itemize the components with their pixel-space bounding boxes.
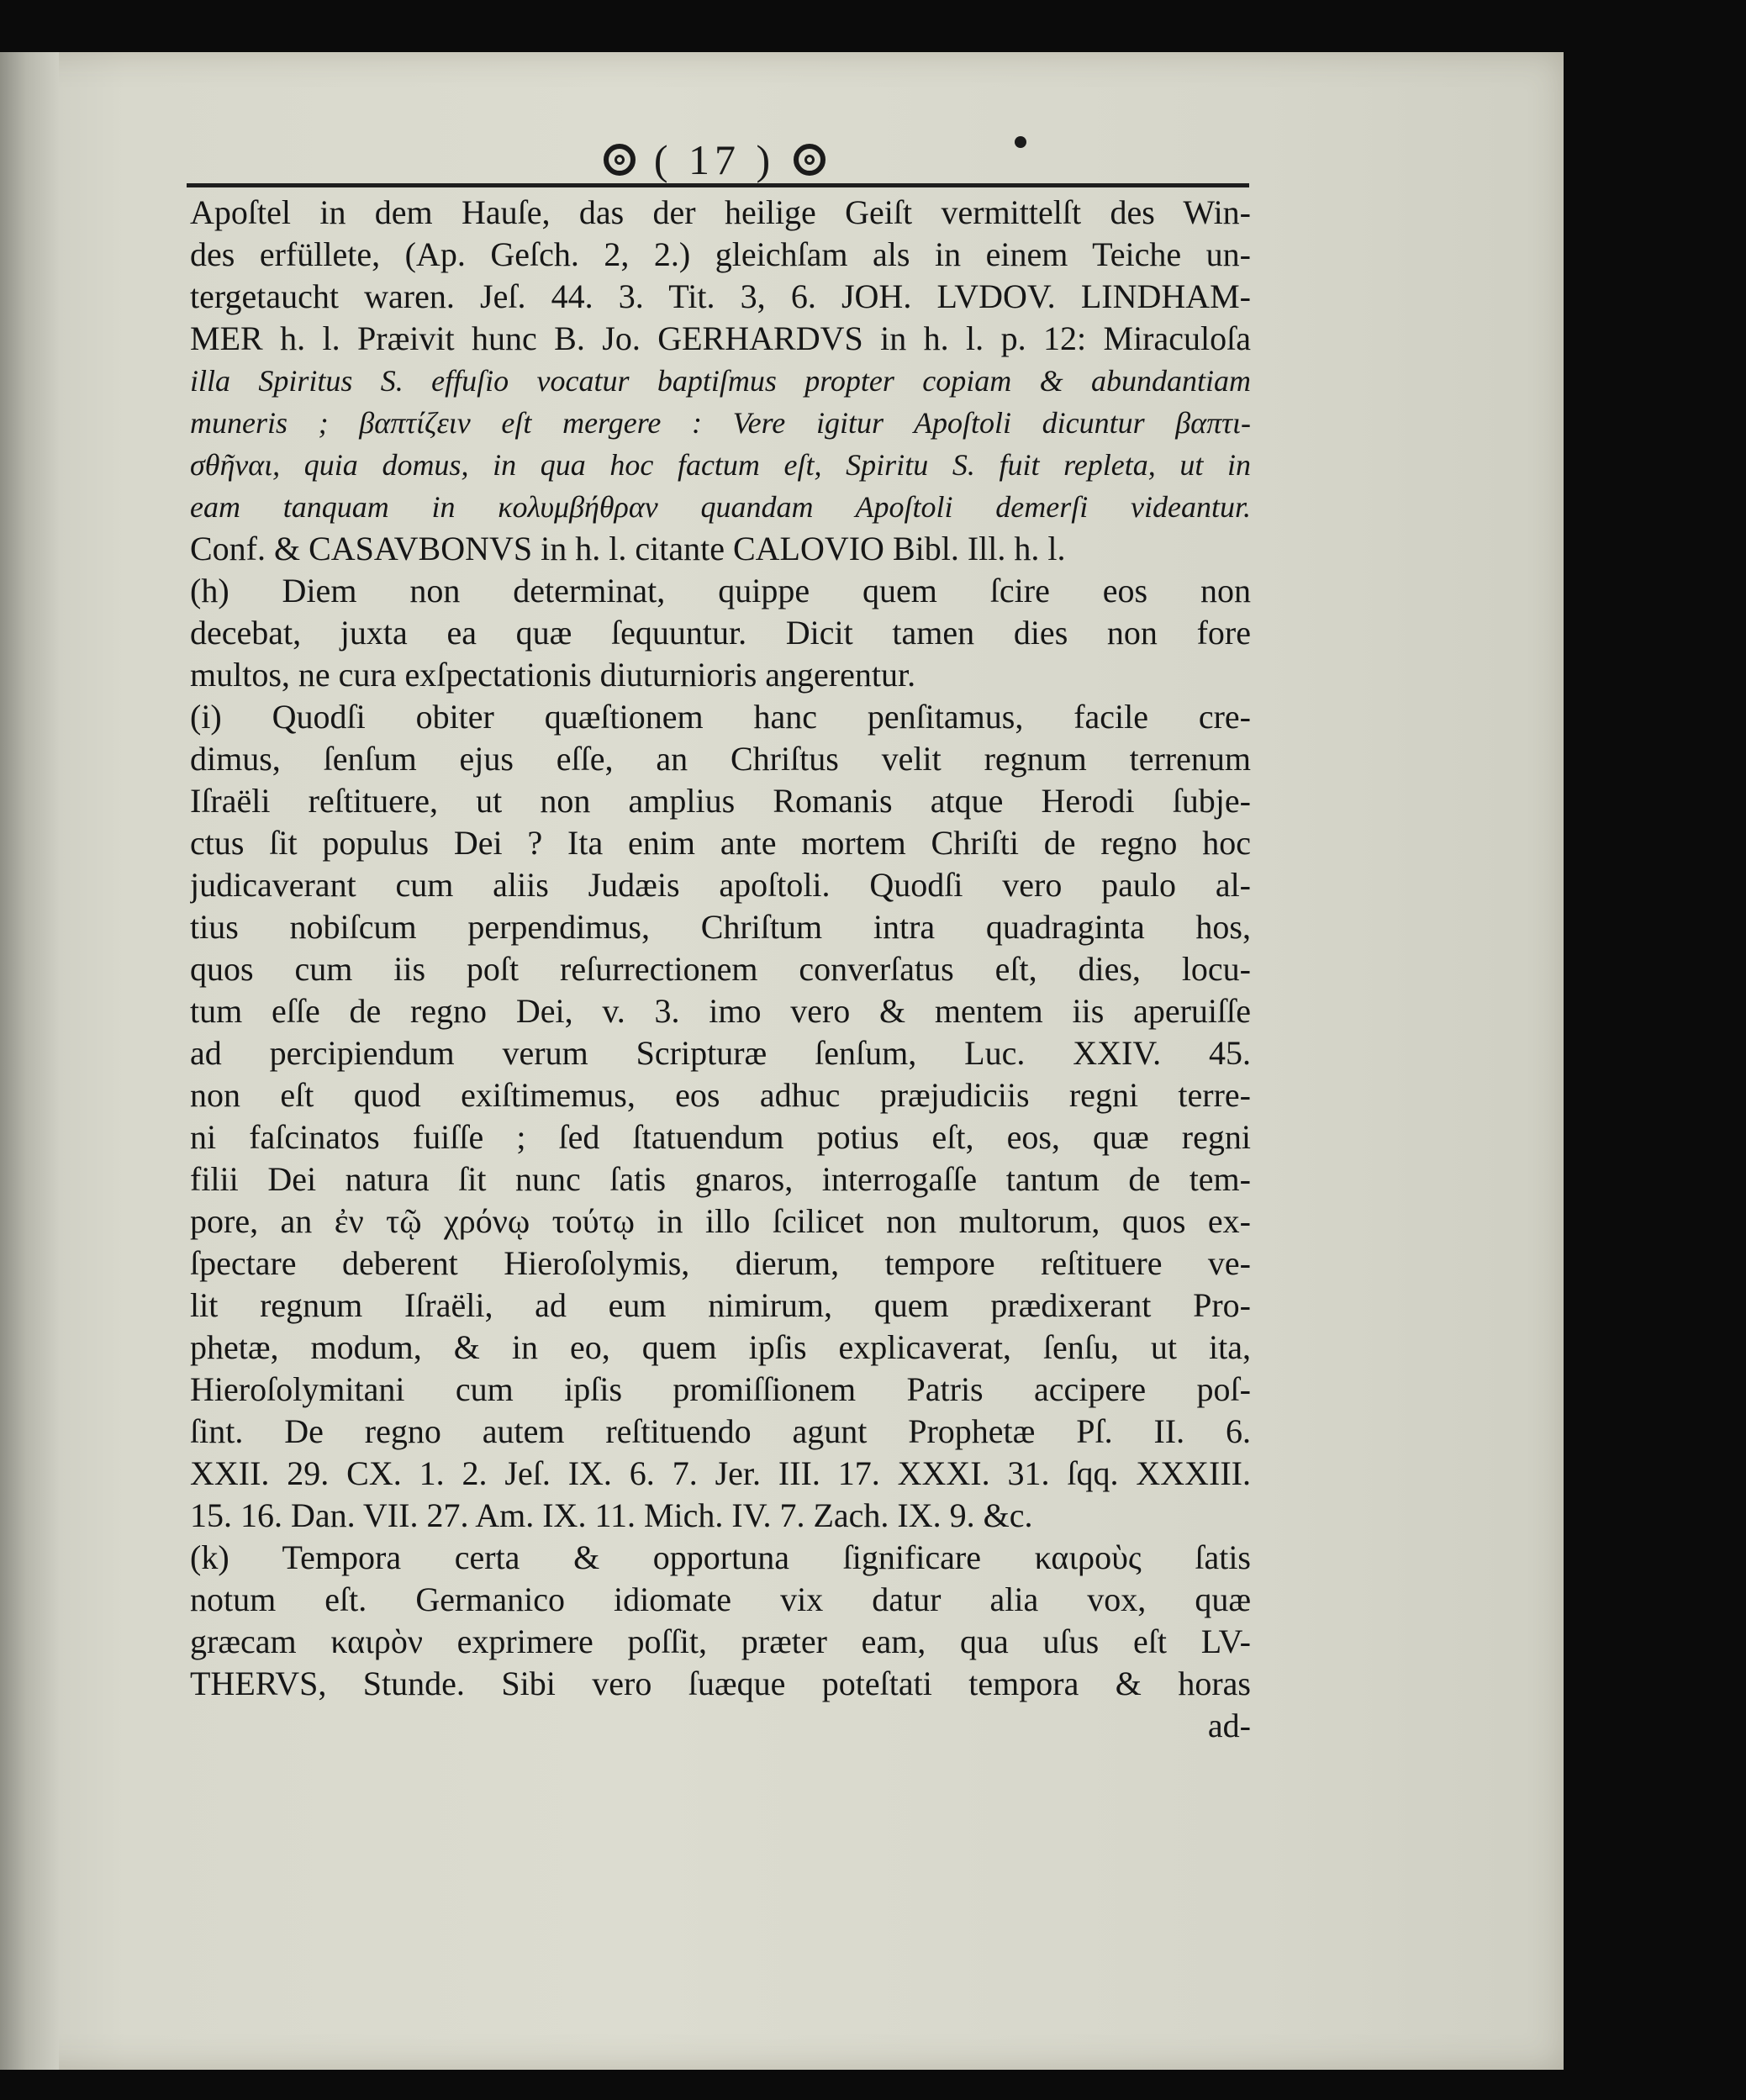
page-header (572, 135, 857, 185)
text-line: ctus ſit populus Dei ? Ita enim ante mortem Chriſti de regno hoc (190, 824, 1251, 862)
text-line: multos, ne cura exſpectationis diuturnioris angerentur. (190, 656, 916, 694)
text-line: (h) Diem non determinat, quippe quem ſcire eos non (190, 572, 1251, 609)
text-line: judicaverant cum aliis Judæis apoſtoli. Quodſi vero paulo al- (190, 866, 1251, 904)
catchword: ad- (1207, 1707, 1251, 1744)
text-line: MER h. l. Præivit hunc B. Jo. GERHARDVS in h. l. p. 12: Miraculoſa (190, 319, 1251, 357)
text-line: σθῆναι, quia domus, in qua hoc factum eſt, Spiritu S. fuit repleta, ut in (190, 448, 1251, 482)
text-line: ſpectare deberent Hieroſolymis, dierum, tempore reſtituere ve- (190, 1244, 1251, 1282)
text-line: des erfüllete, (Ap. Geſch. 2, 2.) gleichſam als in einem Teiche un- (190, 235, 1251, 273)
page-number: ( 17 ) (653, 136, 776, 183)
ornament-right-icon (794, 144, 826, 176)
text-line: THERVS, Stunde. Sibi vero ſuæque poteſtati tempora & horas (190, 1665, 1251, 1702)
ornament-left-icon (604, 144, 636, 176)
text-line: ſint. De regno autem reſtituendo agunt Prophetæ Pſ. II. 6. (190, 1412, 1251, 1450)
text-line: græcam καιρὸν exprimere poſſit, præter eam, qua uſus eſt LV- (190, 1622, 1251, 1660)
text-line: Conf. & CASAVBONVS in h. l. citante CALOVIO Bibl. Ill. h. l. (190, 530, 1066, 567)
header-rule (187, 183, 1249, 187)
text-line: pore, an ἐν τῷ χρόνῳ τούτῳ in illo ſcilicet non multorum, quos ex- (190, 1202, 1251, 1240)
text-line: Hieroſolymitani cum ipſis promiſſionem Patris accipere poſ- (190, 1370, 1251, 1408)
text-line: tergetaucht waren. Jeſ. 44. 3. Tit. 3, 6. JOH. LVDOV. LINDHAM- (190, 277, 1251, 315)
text-line: non eſt quod exiſtimemus, eos adhuc præjudiciis regni terre- (190, 1076, 1251, 1114)
text-line: muneris ; βαπτίζειν eſt mergere : Vere igitur Apoſtoli dicuntur βαπτι- (190, 406, 1251, 440)
text-line: dimus, ſenſum ejus eſſe, an Chriſtus velit regnum terrenum (190, 740, 1251, 778)
text-line: Iſraëli reſtituere, ut non amplius Romanis atque Herodi ſubje- (190, 782, 1251, 820)
text-line: (k) Tempora certa & opportuna ſignificare καιροὺς ſatis (190, 1538, 1251, 1576)
text-line: tius nobiſcum perpendimus, Chriſtum intra quadraginta hos, (190, 908, 1251, 946)
text-line: notum eſt. Germanico idiomate vix datur alia vox, quæ (190, 1580, 1251, 1618)
text-line: ad percipiendum verum Scripturæ ſenſum, Luc. XXIV. 45. (190, 1034, 1251, 1072)
body-text (190, 192, 1251, 1747)
text-line: ni faſcinatos fuiſſe ; ſed ſtatuendum potius eſt, eos, quæ regni (190, 1118, 1251, 1156)
ink-dot (1015, 136, 1026, 148)
text-line: tum eſſe de regno Dei, v. 3. imo vero & mentem iis aperuiſſe (190, 992, 1251, 1030)
text-line: (i) Quodſi obiter quæſtionem hanc penſitamus, facile cre- (190, 698, 1251, 736)
text-line: XXII. 29. CX. 1. 2. Jeſ. IX. 6. 7. Jer. III. 17. XXXI. 31. ſqq. XXXIII. (190, 1454, 1251, 1492)
text-line: filii Dei natura ſit nunc ſatis gnaros, interrogaſſe tantum de tem- (190, 1160, 1251, 1198)
text-line: eam tanquam in κολυμβήθραν quandam Apoſtoli demerſi videantur. (190, 490, 1251, 524)
binding-gutter (0, 52, 59, 2070)
text-line: quos cum iis poſt reſurrectionem converſatus eſt, dies, locu- (190, 950, 1251, 988)
text-line: lit regnum Iſraëli, ad eum nimirum, quem prædixerant Pro- (190, 1286, 1251, 1324)
text-line: illa Spiritus S. effuſio vocatur baptiſmus propter copiam & abundantiam (190, 364, 1251, 398)
text-line: Apoſtel in dem Hauſe, das der heilige Geiſt vermittelſt des Win- (190, 193, 1251, 231)
text-line: decebat, juxta ea quæ ſequuntur. Dicit tamen dies non fore (190, 614, 1251, 652)
text-line: phetæ, modum, & in eo, quem ipſis explicaverat, ſenſu, ut ita, (190, 1328, 1251, 1366)
text-line: 15. 16. Dan. VII. 27. Am. IX. 11. Mich. IV. 7. Zach. IX. 9. &c. (190, 1496, 1033, 1534)
